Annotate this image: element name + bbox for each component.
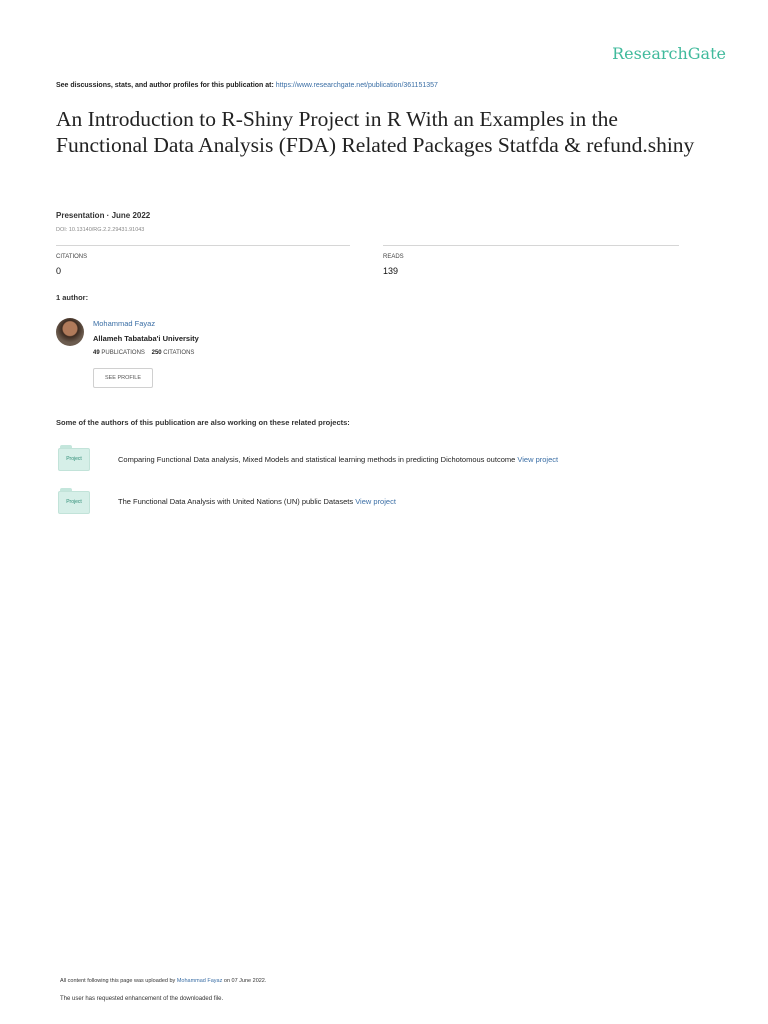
citations-label: CITATIONS [56,254,88,260]
author-avatar[interactable] [56,318,84,346]
uploader-link[interactable]: Mohammad Fayaz [176,978,223,984]
view-project-link[interactable]: View project [355,497,396,506]
project-icon-label: Project [58,448,90,471]
publication-title: An Introduction to R-Shiny Project in R With an Examples in the Functional Data Analysis (FDA) Related Packages Statfda & refund.shiny [56,107,695,157]
author-citations-label: CITATIONS [163,350,195,356]
publication-url-link[interactable]: https://www.researchgate.net/publication/361151357 [275,82,438,89]
view-project-link[interactable]: View project [517,455,559,464]
related-project-title: The Functional Data Analysis with United Nations (UN) public Datasets [118,497,356,506]
upload-notice-suffix: on 07 June 2022. [222,978,267,984]
publication-doi: DOI: 10.13140/RG.2.2.29431.91043 [56,227,145,233]
reads-label: READS [383,254,404,260]
project-folder-icon [58,488,90,514]
related-project-item [118,455,558,464]
upload-notice-prefix: All content following this page was uploaded by [60,978,177,984]
author-stats [93,350,194,356]
discussion-notice-text: See discussions, stats, and author profiles for this publication at: [56,82,276,89]
upload-notice [60,978,266,984]
reads-value: 139 [383,266,399,276]
project-folder-icon [58,445,90,471]
citations-value: 0 [56,266,62,276]
see-profile-button[interactable]: SEE PROFILE [93,368,153,388]
publication-type-date: Presentation · June 2022 [56,211,151,220]
authors-heading: 1 author: [56,293,89,302]
author-citations-count: 250 [151,350,162,356]
enhancement-note: The user has requested enhancement of the downloaded file. [60,996,224,1002]
author-publications-count: 49 [93,350,100,356]
author-name-link[interactable]: Mohammad Fayaz [93,319,156,328]
project-icon-label: Project [58,491,90,514]
related-projects-heading: Some of the authors of this publication are also working on these related projects: [56,418,350,427]
researchgate-logo[interactable]: ResearchGate [612,44,726,63]
related-project-title: Comparing Functional Data analysis, Mixed Models and statistical learning methods in predicting Dichotomous outcome [118,455,518,464]
citations-divider [56,245,350,246]
author-institution: Allameh Tabataba'i University [93,334,199,343]
related-project-item [118,497,396,506]
reads-divider [383,245,679,246]
discussion-notice [56,82,438,89]
author-publications-label: PUBLICATIONS [101,350,145,356]
